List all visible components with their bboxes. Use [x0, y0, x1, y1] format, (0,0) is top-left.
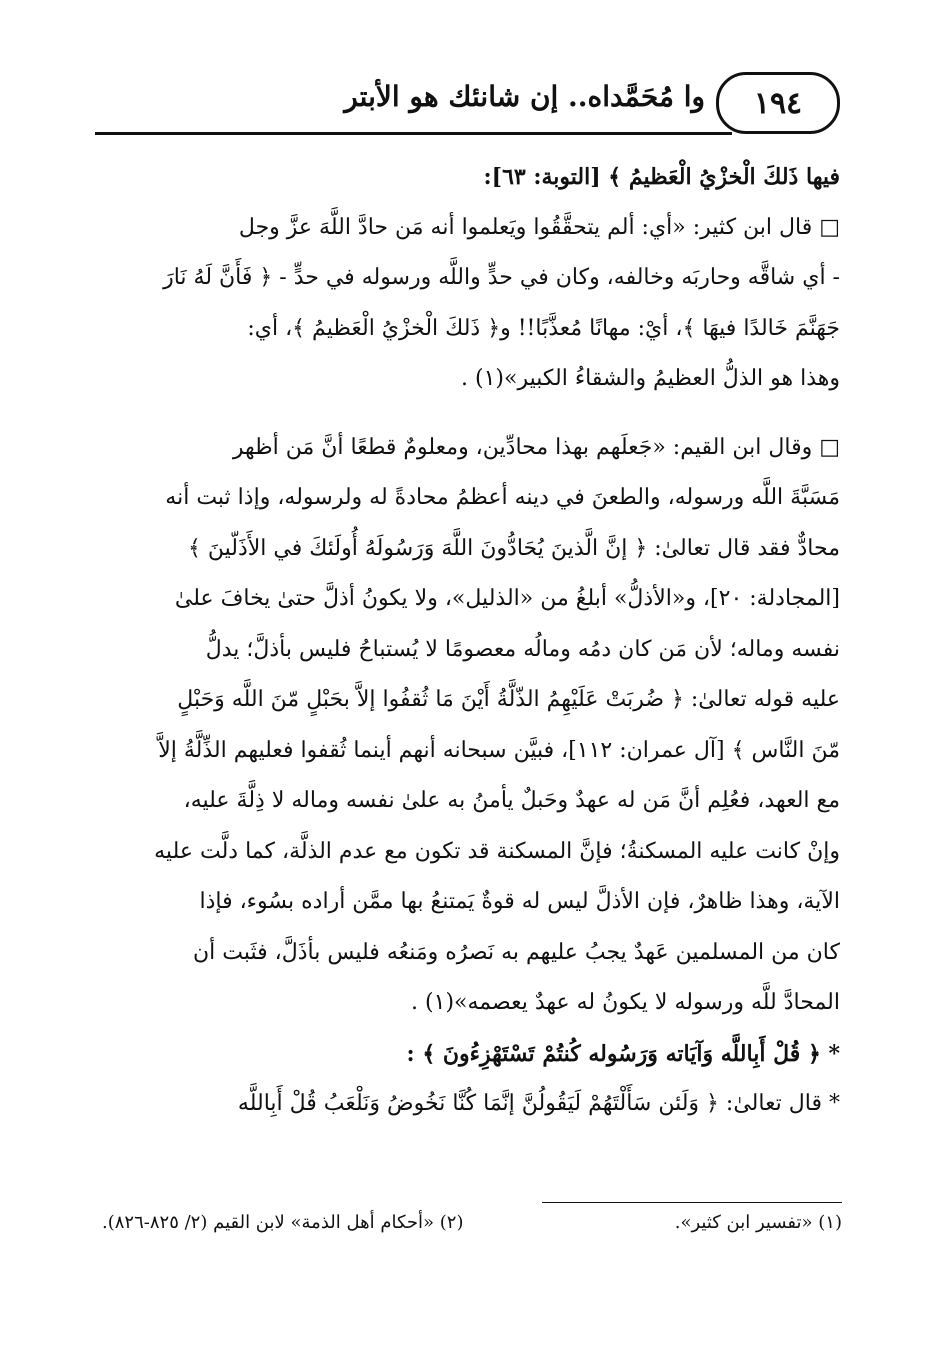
text-line: كان من المسلمين عَهدٌ يجبُ عليهم به نَصرُه ومَنعُه فليس بأذَلَّ، فثَبت أن	[192, 939, 840, 965]
header-rule	[95, 132, 732, 135]
paragraph-gap	[100, 405, 840, 423]
footnotes	[102, 1212, 842, 1233]
text-line: □ قال ابن كثير: «أي: ألم يتحقَّقُوا ويَعلموا أنه مَن حادَّ اللَّهَ عزَّ وجل	[238, 214, 840, 240]
text-line: * ﴿ قُلْ أَبِاللَّه وَآيَاته وَرَسُوله كُنتُمْ تَسْتَهْزِءُونَ ﴾ :	[406, 1040, 840, 1067]
text-line: نفسه وماله؛ لأن مَن كان دمُه ومالُه معصومًا لا يُستباحُ فليس بأذلَّ؛ يدلُّ	[205, 636, 840, 662]
text-line: وهذا هو الذلُّ العظيمُ والشقاءُ الكبير»(١) .	[461, 366, 840, 391]
footnote-rule	[542, 1202, 842, 1203]
page-number: ١٩٤	[716, 72, 840, 134]
text-line: مَسَبَّةَ اللَّه ورسوله، والطعنَ في دينه أعظمُ محادةً له ولرسوله، وإذا ثبت أنه	[165, 485, 840, 510]
text-line: * قال تعالىٰ: ﴿ وَلَئن سَأَلْتَهُمْ لَيَقُولُنَّ إنَّمَا كُنَّا نَخُوضُ وَنَلْعَبُ قُلْ أَبِاللَّه	[237, 1091, 840, 1116]
page-header	[95, 72, 840, 136]
text-line: فيها ذَلكَ الْخزْيُ الْعَظيمُ ﴾ [التوبة: ٦٣]:	[483, 164, 840, 190]
text-line: الآية، وهذا ظاهرٌ، فإن الأذلَّ ليس له قوةٌ يَمتنعُ بها ممَّن أراده بسُوء، فإذا	[199, 889, 840, 914]
text-line: مّنَ النَّاس ﴾ [آل عمران: ١١٢]، فبيَّن سبحانه أنهم أينما ثُقفوا فعليهم الذِّلَّةُ إلاَّ	[158, 737, 840, 763]
text-line: جَهَنَّمَ خَالدًا فيهَا ﴾، أيْ: مهانًا مُعذَّبًا!! و﴿ ذَلكَ الْخزْيُ الْعَظيمُ ﴾، أي:	[247, 315, 840, 341]
text-line: محادٌّ فقد قال تعالىٰ: ﴿ إنَّ الَّذينَ يُحَادُّونَ اللَّهَ وَرَسُولَهُ أُولَئكَ في الأَذَلّينَ ﴾	[187, 535, 840, 561]
text-line: المحادَّ للَّه ورسوله لا يكونُ له عهدٌ يعصمه»(١) .	[411, 990, 840, 1015]
running-title: وا مُحَمَّداه.. إن شانئك هو الأبتر	[344, 80, 705, 113]
text-line: □ وقال ابن القيم: «جَعلَهم بهذا محادِّين، ومعلومٌ قطعًا أنَّ مَن أظهر	[232, 434, 840, 460]
footnote-2: (٢) «أحكام أهل الذمة» لابن القيم (٢/ ٨٢٥-٨٢٦).	[102, 1212, 464, 1233]
text-line: عليه قوله تعالىٰ: ﴿ ضُربَتْ عَلَيْهِمُ الذّلَّةُ أَيْنَ مَا ثُقفُوا إلاَّ بحَبْلٍ مّنَ اللَّه وَحَبْلٍ	[177, 687, 840, 712]
text-line: - أي شاقَّه وحاربَه وخالفه، وكان في حدٍّ واللَّه ورسوله في حدٍّ - ﴿ فَأَنَّ لَهُ نَارَ	[163, 265, 840, 290]
text-line: مع العهد، فعُلِم أنَّ مَن له عهدٌ وحَبلٌ يأمنُ به علىٰ نفسه وماله لا ذِلَّةَ عليه،	[183, 788, 840, 813]
footnote-1: (١) «تفسير ابن كثير».	[674, 1212, 842, 1233]
body-text	[100, 152, 840, 1130]
text-line: وإنْ كانت عليه المسكنةُ؛ فإنَّ المسكنة قد تكون مع عدم الذلَّة، كما دلَّت عليه	[154, 838, 840, 864]
text-line: [المجادلة: ٢٠]، و«الأذلُّ» أبلغُ من «الذليل»، ولا يكونُ أذلَّ حتىٰ يخافَ علىٰ	[174, 586, 840, 611]
